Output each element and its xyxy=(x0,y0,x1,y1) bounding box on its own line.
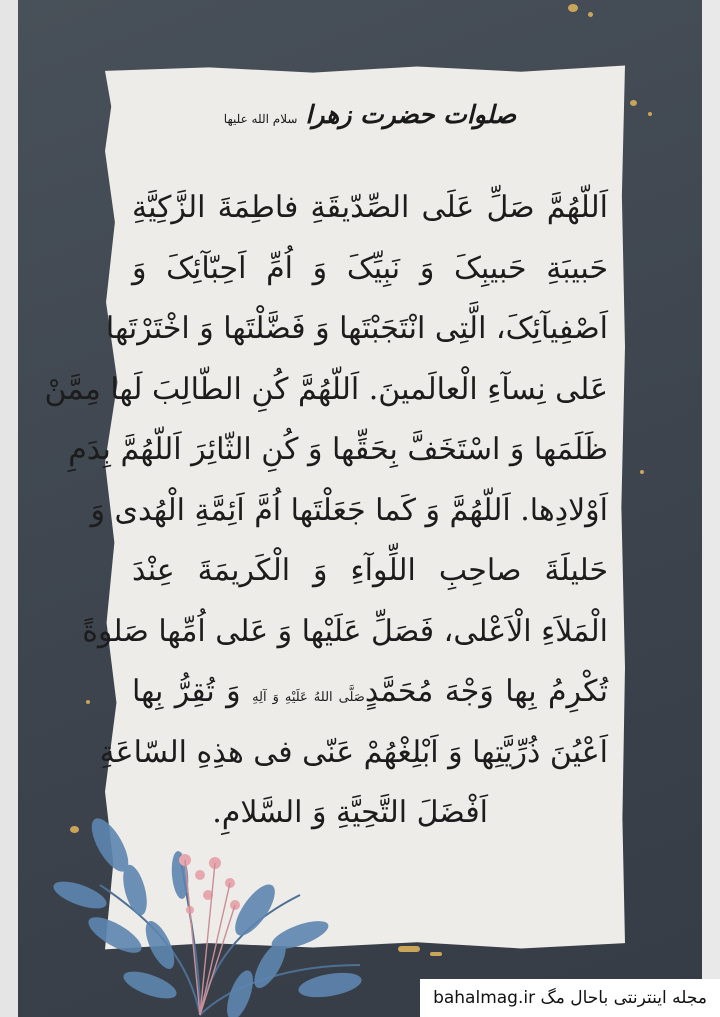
prayer-line: عَلی نِسآءِ الْعالَمینَ. اَللّهُمَّ کُنِ الطّالِبَ لَها مِمَّنْ xyxy=(44,371,608,407)
prayer-line: ظَلَمَها وَ اسْتَخَفَّ بِحَقِّها وَ کُنِ الثّائِرَ اَللّهُمَّ بِدَمِ xyxy=(68,432,608,467)
salawat-small: صَلَّی اللهُ عَلَیْهِ وَ آلِهِ xyxy=(252,690,365,705)
gold-speckle xyxy=(640,470,644,474)
prayer-line: اَوْلادِها. اَللّهُمَّ وَ کَما جَعَلْتَها اُمَّ اَئِمَّةِ الْهُدی وَ xyxy=(90,492,608,528)
title-honorific: سلام الله علیها xyxy=(223,112,298,126)
right-border xyxy=(702,0,720,1017)
prayer-line-tail: وَ تُقِرُّ بِها xyxy=(132,674,241,709)
prayer-line: اَصْفِیآئِکَ، الَّتِی انْتَجَبْتَها وَ فَضَّلْتَها وَ اخْتَرْتَها xyxy=(105,311,608,346)
prayer-line: الْمَلاَءِ الْاَعْلی، فَصَلِّ عَلَیْها وَ عَلی اُمِّها صَلوةً xyxy=(82,613,608,649)
gold-speckle xyxy=(648,112,652,116)
prayer-line-salawat xyxy=(132,662,608,723)
prayer-line: تُکْرِمُ بِها وَجْهَ مُحَمَّدٍ xyxy=(364,674,608,709)
floral-decoration xyxy=(40,815,390,1017)
gold-speckle xyxy=(630,100,637,106)
prayer-line: حَبیبَةِ حَبیبِکَ وَ نَبِیِّکَ وَ اُمِّ اَحِبّآئِکَ وَ xyxy=(132,250,608,286)
prayer-line: اَفْضَلَ التَّحِیَّةِ وَ السَّلامِ. xyxy=(212,795,488,830)
page-title: صلوات حضرت زهرا xyxy=(305,100,517,129)
prayer-line: اَعْیُنَ ذُرِّیَّتِها وَ اَبْلِغْهُمْ عَنّی فی هذِهِ السّاعَةِ xyxy=(99,734,608,770)
gold-speckle xyxy=(568,4,578,12)
gold-speckle xyxy=(86,700,90,704)
prayer-line: حَلیلَةَ صاحِبِ اللِّوآءِ وَ الْکَریمَةَ عِنْدَ xyxy=(132,553,608,588)
site-credit: مجله اینترنتی باحال مگ bahalmag.ir xyxy=(420,979,720,1017)
heading xyxy=(140,100,600,152)
prayer-text xyxy=(44,178,608,844)
gold-speckle xyxy=(430,952,442,956)
gold-speckle xyxy=(588,12,593,17)
gold-speckle xyxy=(398,946,420,952)
prayer-line: اَللّهُمَّ صَلِّ عَلَی الصِّدّیقَةِ فاطِمَةَ الزَّکِیَّةِ xyxy=(132,190,608,225)
left-border xyxy=(0,0,18,1017)
